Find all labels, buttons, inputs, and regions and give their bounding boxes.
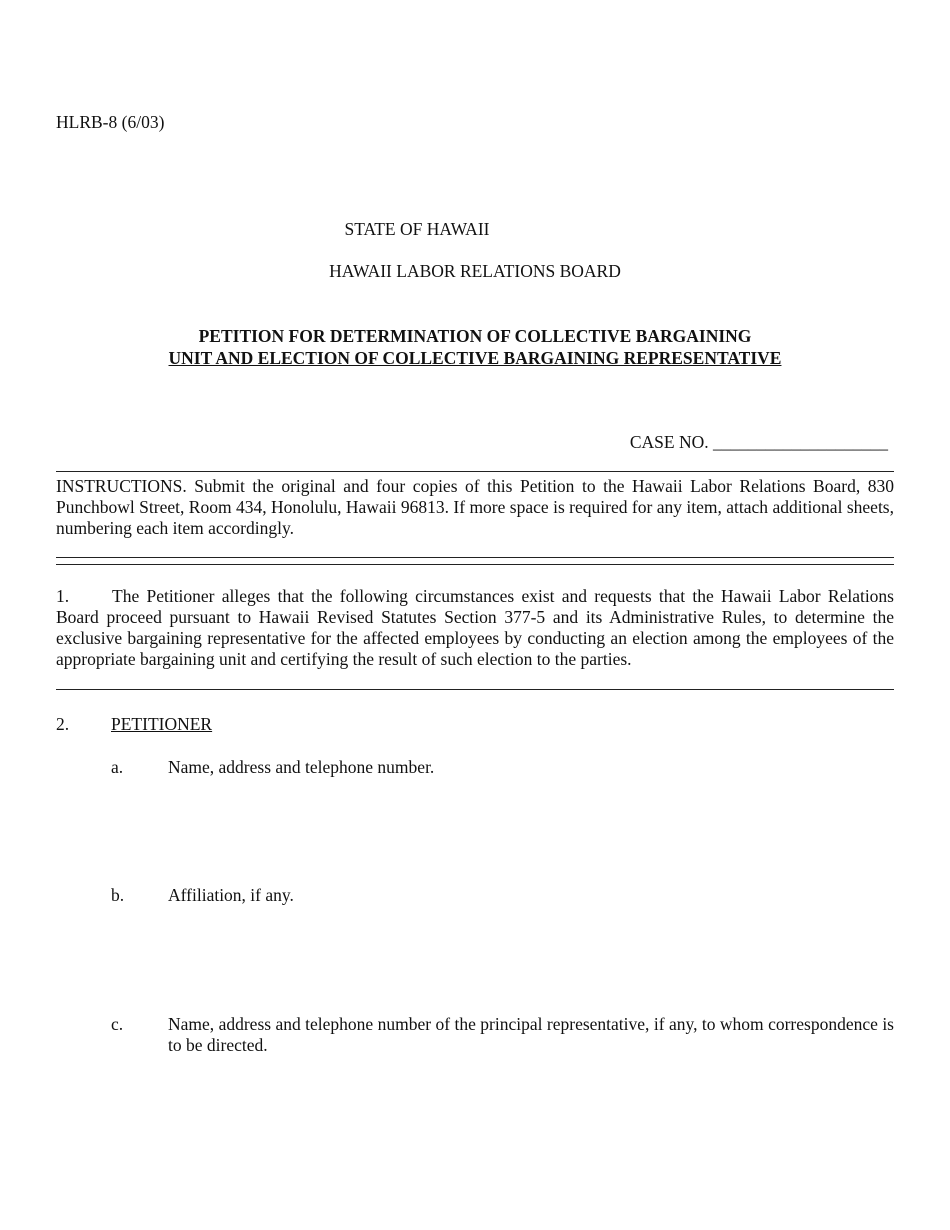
item-2a-letter: a. [111, 757, 124, 777]
item-2b-letter: b. [111, 885, 125, 905]
section-2-title: PETITIONER [111, 714, 213, 734]
item-2b-text: Affiliation, if any. [168, 885, 294, 905]
instructions: INSTRUCTIONS. Submit the original and four copies of this Petition to the Hawaii Labor Relations Board, 830 Punchbowl Street, Room 434, Honolulu, Hawaii 96813. If more space is required for any item, attach additional sheets, numbering each item accordingly. [56, 476, 894, 538]
state-heading: STATE OF HAWAII [344, 219, 490, 239]
title-line-1: PETITION FOR DETERMINATION OF COLLECTIVE BARGAINING [198, 326, 752, 346]
board-heading: HAWAII LABOR RELATIONS BOARD [329, 261, 621, 281]
title-line-2: UNIT AND ELECTION OF COLLECTIVE BARGAINING REPRESENTATIVE [168, 348, 782, 368]
divider [56, 471, 894, 472]
divider [56, 564, 894, 565]
item-2c-letter: c. [111, 1014, 124, 1034]
case-number-field[interactable]: CASE NO. ____________________ [629, 432, 888, 452]
item-2c-text: Name, address and telephone number of the principal representative, if any, to whom correspondence is to be directed. [168, 1014, 894, 1055]
item-1-text: The Petitioner alleges that the following circumstances exist and requests that the Hawaii Labor Relations Board proceed pursuant to Hawaii Revised Statutes Section 377-5 and its Administrative Rules, to determine the exclusive bargaining representative for the affected employees by conducting an election among the employees of the appropriate bargaining unit and certifying the result of such election to the parties. [56, 586, 894, 669]
item-1 [56, 586, 894, 670]
divider [56, 689, 894, 690]
item-1-number: 1. [56, 586, 70, 606]
form-id: HLRB-8 (6/03) [56, 112, 165, 132]
divider [56, 557, 894, 558]
item-2a-text: Name, address and telephone number. [168, 757, 435, 777]
section-2-number: 2. [56, 714, 70, 734]
petition-title [0, 325, 950, 369]
